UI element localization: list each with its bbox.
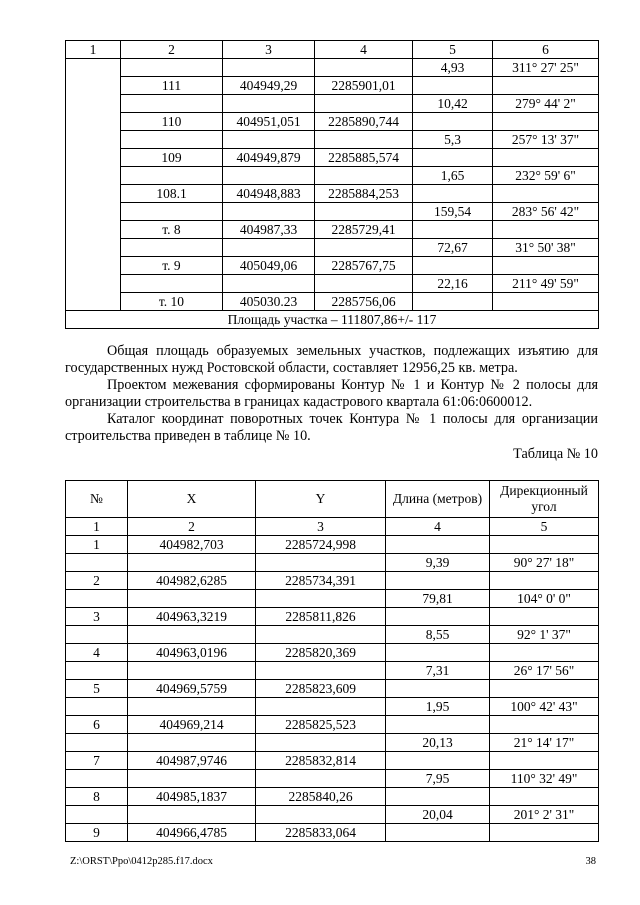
table-cell: 159,54 [413, 203, 493, 221]
table-cell: 6 [66, 716, 128, 734]
table-cell [256, 698, 386, 716]
table-cell [413, 293, 493, 311]
table-row [66, 608, 599, 626]
table-cell: 2285884,253 [315, 185, 413, 203]
table-cell [413, 77, 493, 95]
table-caption: Таблица № 10 [513, 446, 598, 462]
table-cell [66, 662, 128, 680]
table-cell [386, 680, 490, 698]
table-cell: 404982,703 [128, 536, 256, 554]
table-cell: 7 [66, 752, 128, 770]
table-cell: 404949,879 [223, 149, 315, 167]
merged-empty-cell [66, 59, 121, 311]
table-cell: 104° 0' 0" [490, 590, 599, 608]
table-header-row [66, 481, 599, 518]
table-row [66, 572, 599, 590]
table-cell: 5 [66, 680, 128, 698]
table-cell: 21° 14' 17" [490, 734, 599, 752]
table-number-row [66, 41, 599, 59]
table-cell [128, 626, 256, 644]
header-x: X [128, 481, 256, 518]
table-cell: 22,16 [413, 275, 493, 293]
table-cell: 20,13 [386, 734, 490, 752]
table-cell [128, 770, 256, 788]
table-row [66, 59, 599, 77]
coordinates-table-continued [65, 40, 599, 329]
table-row [66, 257, 599, 275]
table-cell [128, 590, 256, 608]
table-cell: 2285734,391 [256, 572, 386, 590]
table-cell: 79,81 [386, 590, 490, 608]
table-cell [66, 698, 128, 716]
table-cell [128, 554, 256, 572]
table-cell [121, 239, 223, 257]
table-cell [256, 806, 386, 824]
table-row [66, 239, 599, 257]
table-cell [315, 275, 413, 293]
table-cell: 31° 50' 38" [493, 239, 599, 257]
table-row [66, 662, 599, 680]
table-number-row [66, 518, 599, 536]
table-cell: 2285724,998 [256, 536, 386, 554]
table-cell: 2285767,75 [315, 257, 413, 275]
table-cell: 404963,3219 [128, 608, 256, 626]
table-cell [386, 608, 490, 626]
table-cell: т. 8 [121, 221, 223, 239]
table-cell [490, 788, 599, 806]
table-cell [256, 662, 386, 680]
table-row [66, 167, 599, 185]
page-number: 38 [585, 856, 596, 867]
table-cell: 2285840,26 [256, 788, 386, 806]
table-row [66, 293, 599, 311]
table-cell [490, 716, 599, 734]
table-cell [121, 59, 223, 77]
table-body [66, 59, 599, 329]
table-cell [493, 77, 599, 95]
table-cell: 9,39 [386, 554, 490, 572]
table-cell: 72,67 [413, 239, 493, 257]
header-cell: 4 [315, 41, 413, 59]
table-cell [413, 257, 493, 275]
table-cell: 404948,883 [223, 185, 315, 203]
table-cell: 109 [121, 149, 223, 167]
header-number: № [66, 481, 128, 518]
table-cell [128, 734, 256, 752]
table-row [66, 644, 599, 662]
header-cell: 3 [223, 41, 315, 59]
table-cell [413, 185, 493, 203]
table-row [66, 221, 599, 239]
column-number-cell: 4 [386, 518, 490, 536]
paragraph-contours: Проектом межевания сформированы Контур № 1 и Контур № 2 полосы для организации строительства в границах кадастрового квартала 61:06:0600012. [65, 377, 598, 410]
table-cell: 257° 13' 37" [493, 131, 599, 149]
table-cell [223, 239, 315, 257]
table-cell: 1 [66, 536, 128, 554]
table-cell [490, 536, 599, 554]
table-row [66, 275, 599, 293]
column-number-cell: 1 [66, 518, 128, 536]
table-cell [223, 59, 315, 77]
table-cell: 5,3 [413, 131, 493, 149]
table-cell [128, 698, 256, 716]
table-cell [490, 752, 599, 770]
table-cell [413, 221, 493, 239]
table-cell: 404982,6285 [128, 572, 256, 590]
table-cell: 2285901,01 [315, 77, 413, 95]
table-cell [66, 806, 128, 824]
table-cell: 404969,5759 [128, 680, 256, 698]
table-cell: 404969,214 [128, 716, 256, 734]
table-row [66, 626, 599, 644]
table-cell [223, 167, 315, 185]
table-cell: 7,95 [386, 770, 490, 788]
coordinates-table-10 [65, 480, 599, 842]
table-cell: 2285885,574 [315, 149, 413, 167]
table-cell: 10,42 [413, 95, 493, 113]
table-cell [386, 536, 490, 554]
table-cell: 2285823,609 [256, 680, 386, 698]
table-cell: 92° 1' 37" [490, 626, 599, 644]
table-cell: 279° 44' 2" [493, 95, 599, 113]
table-cell: 2 [66, 572, 128, 590]
table-cell [493, 113, 599, 131]
table-cell [490, 680, 599, 698]
table-cell: 2285820,369 [256, 644, 386, 662]
table-cell [121, 275, 223, 293]
table-row [66, 203, 599, 221]
table-cell: 2285756,06 [315, 293, 413, 311]
table-cell [413, 149, 493, 167]
table-cell: 232° 59' 6" [493, 167, 599, 185]
table-cell: 110° 32' 49" [490, 770, 599, 788]
table-cell: 4,93 [413, 59, 493, 77]
table-cell: 2285832,814 [256, 752, 386, 770]
table-cell: 283° 56' 42" [493, 203, 599, 221]
table-cell: 2285811,826 [256, 608, 386, 626]
table-cell [315, 239, 413, 257]
table-row [66, 95, 599, 113]
table-cell: 405030.23 [223, 293, 315, 311]
table-cell [121, 131, 223, 149]
table-cell: 90° 27' 18" [490, 554, 599, 572]
table-cell: 311° 27' 25" [493, 59, 599, 77]
table-row [66, 536, 599, 554]
table-cell: 8,55 [386, 626, 490, 644]
table-cell: 26° 17' 56" [490, 662, 599, 680]
table-row [66, 698, 599, 716]
table-cell [256, 770, 386, 788]
table-cell: 404987,9746 [128, 752, 256, 770]
table-cell: 201° 2' 31" [490, 806, 599, 824]
table-cell [66, 554, 128, 572]
table-cell [121, 167, 223, 185]
table-cell [490, 644, 599, 662]
header-y: Y [256, 481, 386, 518]
table-cell [223, 275, 315, 293]
header-cell: 5 [413, 41, 493, 59]
table-cell [66, 734, 128, 752]
table-cell: 404985,1837 [128, 788, 256, 806]
table-cell [493, 185, 599, 203]
table-cell: 110 [121, 113, 223, 131]
header-cell: 6 [493, 41, 599, 59]
table-cell [121, 203, 223, 221]
table-cell [223, 131, 315, 149]
table-row [66, 77, 599, 95]
table-cell [256, 626, 386, 644]
table-cell [386, 752, 490, 770]
table-body [66, 518, 599, 842]
table-cell: 404987,33 [223, 221, 315, 239]
column-number-cell: 2 [128, 518, 256, 536]
table-cell [493, 149, 599, 167]
table-cell [256, 734, 386, 752]
table-row [66, 734, 599, 752]
table-cell [223, 95, 315, 113]
table-cell [490, 608, 599, 626]
table-cell: 2285833,064 [256, 824, 386, 842]
table-cell [66, 626, 128, 644]
table-cell [256, 554, 386, 572]
table-row [66, 131, 599, 149]
table-cell [493, 257, 599, 275]
table-cell: 211° 49' 59" [493, 275, 599, 293]
column-number-cell: 3 [256, 518, 386, 536]
table-cell [493, 221, 599, 239]
table-cell: 405049,06 [223, 257, 315, 275]
table-cell: т. 10 [121, 293, 223, 311]
table-cell: 404951,051 [223, 113, 315, 131]
table-cell [493, 293, 599, 311]
table-cell [315, 95, 413, 113]
table-cell [490, 572, 599, 590]
header-cell: 1 [66, 41, 121, 59]
table-cell: 100° 42' 43" [490, 698, 599, 716]
header-angle: Дирекционный угол [490, 481, 599, 518]
table-cell: 9 [66, 824, 128, 842]
table-cell [315, 167, 413, 185]
table-cell [386, 788, 490, 806]
table-cell: 404966,4785 [128, 824, 256, 842]
table-cell: 7,31 [386, 662, 490, 680]
header-cell: 2 [121, 41, 223, 59]
table-cell [315, 131, 413, 149]
table-cell [386, 644, 490, 662]
table-cell: 404963,0196 [128, 644, 256, 662]
table-cell [128, 806, 256, 824]
table-cell: 8 [66, 788, 128, 806]
table-cell: 108.1 [121, 185, 223, 203]
table-cell: 2285729,41 [315, 221, 413, 239]
table-cell: 111 [121, 77, 223, 95]
table-row [66, 752, 599, 770]
area-cell: Площадь участка – 111807,86+/- 117 [66, 311, 599, 329]
table-cell [413, 113, 493, 131]
footer-file-path: Z:\ORST\Ppo\0412p285.f17.docx [70, 856, 213, 867]
table-cell [256, 590, 386, 608]
area-row [66, 311, 599, 329]
table-cell [315, 59, 413, 77]
table-cell [223, 203, 315, 221]
table-cell: 404949,29 [223, 77, 315, 95]
table-cell: 3 [66, 608, 128, 626]
table-cell [66, 590, 128, 608]
table-cell: 2285890,744 [315, 113, 413, 131]
table-cell: 20,04 [386, 806, 490, 824]
table-row [66, 590, 599, 608]
table-row [66, 716, 599, 734]
table-cell [386, 716, 490, 734]
table-row [66, 113, 599, 131]
table-cell [66, 770, 128, 788]
paragraph-catalog: Каталог координат поворотных точек Контура № 1 полосы для организации строительства приведен в таблице № 10. [65, 411, 598, 444]
table-row [66, 788, 599, 806]
table-row [66, 770, 599, 788]
table-cell: 1,65 [413, 167, 493, 185]
table-cell: 4 [66, 644, 128, 662]
table-cell [386, 824, 490, 842]
table-cell [121, 95, 223, 113]
table-cell [315, 203, 413, 221]
table-row [66, 806, 599, 824]
table-row [66, 680, 599, 698]
table-row [66, 824, 599, 842]
column-number-cell: 5 [490, 518, 599, 536]
table-row [66, 554, 599, 572]
table-cell: т. 9 [121, 257, 223, 275]
table-cell [128, 662, 256, 680]
header-length: Длина (метров) [386, 481, 490, 518]
table-cell: 2285825,523 [256, 716, 386, 734]
table-row [66, 149, 599, 167]
table-cell [490, 824, 599, 842]
paragraph-total-area: Общая площадь образуемых земельных участков, подлежащих изъятию для государственных нужд Ростовской области, составляет 12956,25 кв. метра. [65, 343, 598, 376]
table-cell [386, 572, 490, 590]
table-row [66, 185, 599, 203]
table-cell: 1,95 [386, 698, 490, 716]
